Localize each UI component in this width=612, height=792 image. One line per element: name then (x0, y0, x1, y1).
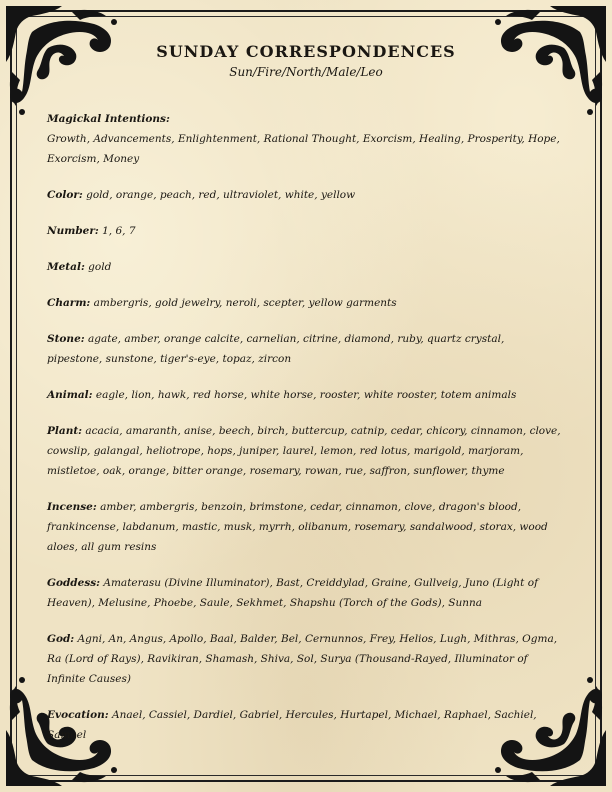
entry-label: Animal: (47, 389, 93, 401)
entry-number (47, 221, 562, 241)
entry-label: Goddess: (47, 577, 101, 589)
entry-evocation (47, 705, 562, 745)
page-subtitle: Sun/Fire/North/Male/Leo (229, 65, 383, 79)
entry-value: Amaterasu (Divine Illuminator), Bast, Creiddylad, Graine, Gullveig, Juno (Light of Heaven), Melusine, Phoebe, Saule, Sekhmet, Shapshu (Torch of the Gods), Sunna (47, 577, 538, 609)
entry-label: Number: (47, 225, 99, 237)
entry-metal (47, 257, 562, 277)
entry-value: Growth, Advancements, Enlightenment, Rational Thought, Exorcism, Healing, Prosperity, Hope, Exorcism, Money (47, 133, 560, 165)
entry-stone (47, 329, 562, 369)
entry-plant (47, 421, 562, 481)
entry-magickal-intentions (47, 109, 562, 169)
entry-label: Metal: (47, 261, 85, 273)
entry-color (47, 185, 562, 205)
entry-value: Anael, Cassiel, Dardiel, Gabriel, Hercules, Hurtapel, Michael, Raphael, Sachiel, Samael (47, 709, 537, 741)
entry-label: Incense: (47, 501, 97, 513)
entry-god (47, 629, 562, 689)
entry-goddess (47, 573, 562, 613)
entry-label: Plant: (47, 425, 83, 437)
correspondence-list (47, 109, 562, 761)
entry-value: agate, amber, orange calcite, carnelian, citrine, diamond, ruby, quartz crystal, pipestone, sunstone, tiger's-eye, topaz, zircon (47, 333, 505, 365)
entry-label: Magickal Intentions: (47, 113, 170, 125)
entry-label: Charm: (47, 297, 91, 309)
entry-value: Agni, An, Angus, Apollo, Baal, Balder, Bel, Cernunnos, Frey, Helios, Lugh, Mithras, Ogma, Ra (Lord of Rays), Ravikiran, Shamash, Shiva, Sol, Surya (Thousand-Rayed, Illuminator of Infinite Causes) (47, 633, 558, 685)
entry-value: 1, 6, 7 (102, 225, 136, 237)
entry-value: gold, orange, peach, red, ultraviolet, white, yellow (86, 189, 356, 201)
entry-label: Color: (47, 189, 83, 201)
entry-label: Stone: (47, 333, 85, 345)
entry-label: Evocation: (47, 709, 109, 721)
entry-value: acacia, amaranth, anise, beech, birch, buttercup, catnip, cedar, chicory, cinnamon, clove, cowslip, galangal, heliotrope, hops, juniper, laurel, lemon, red lotus, marigold, marjoram, mistletoe, oak, orange, bitter orange, rosemary, rowan, rue, saffron, sunflower, thyme (47, 425, 561, 477)
entry-value: gold (88, 261, 112, 273)
entry-value: eagle, lion, hawk, red horse, white horse, rooster, white rooster, totem animals (95, 389, 517, 401)
page-header (0, 42, 612, 79)
entry-value: amber, ambergris, benzoin, brimstone, cedar, cinnamon, clove, dragon's blood, frankincense, labdanum, mastic, musk, myrrh, olibanum, rosemary, sandalwood, storax, wood aloes, all gum resins (47, 501, 548, 553)
entry-animal (47, 385, 562, 405)
entry-charm (47, 293, 562, 313)
entry-incense (47, 497, 562, 557)
page-title: SUNDAY CORRESPONDENCES (156, 42, 456, 61)
entry-label: God: (47, 633, 75, 645)
entry-value: ambergris, gold jewelry, neroli, scepter, yellow garments (93, 297, 397, 309)
